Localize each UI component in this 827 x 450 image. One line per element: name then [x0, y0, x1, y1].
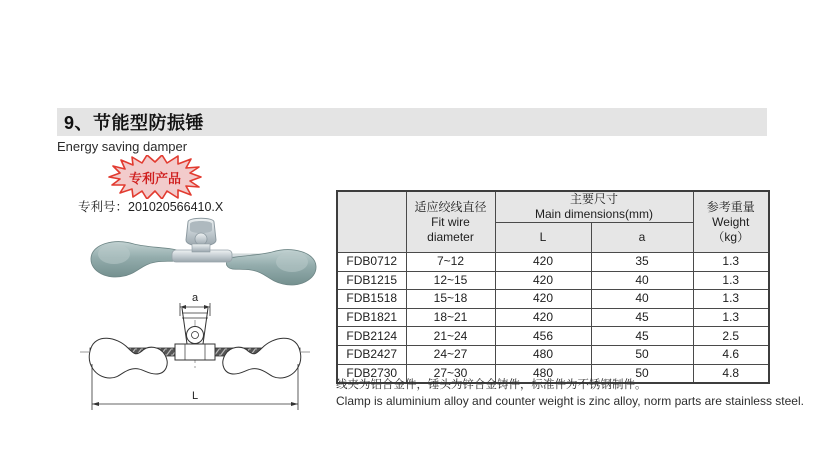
header-weight-cn: 参考重量: [706, 199, 755, 214]
header-fit-wire-en: Fit wire diameter: [427, 214, 474, 244]
table-cell-a: 45: [591, 327, 693, 346]
table-cell-L: 420: [495, 290, 591, 309]
table-cell-weight: 4.6: [693, 345, 769, 364]
table-cell-weight: 1.3: [693, 290, 769, 309]
header-weight: [693, 191, 769, 253]
footnote: [336, 378, 806, 409]
header-sub-a: a: [591, 223, 693, 253]
table-row: [337, 253, 769, 272]
table-cell-fit_wire: 27~30: [406, 364, 495, 383]
header-model: [337, 191, 406, 253]
header-fit-wire: [406, 191, 495, 253]
patent-badge: [107, 155, 203, 199]
table-cell-weight: 1.3: [693, 308, 769, 327]
table-cell-a: 45: [591, 308, 693, 327]
table-cell-model: FDB2427: [337, 345, 406, 364]
table-cell-L: 480: [495, 345, 591, 364]
table-cell-L: 456: [495, 327, 591, 346]
table-cell-weight: 2.5: [693, 327, 769, 346]
technical-drawing: [58, 292, 323, 419]
patent-number: 专利号：201020566410.X: [78, 200, 224, 214]
table-cell-a: 35: [591, 253, 693, 272]
section-title: 9、节能型防振锤: [64, 113, 205, 133]
table-row: [337, 308, 769, 327]
table-row: [337, 271, 769, 290]
product-photo: [84, 214, 322, 299]
section-title-bar: [57, 108, 767, 136]
damper-photo-illustration: [84, 214, 322, 294]
header-fit-wire-cn: 适应绞线直径: [414, 199, 487, 214]
table-cell-fit_wire: 7~12: [406, 253, 495, 272]
header-main-dimensions: [495, 191, 693, 223]
table-cell-model: FDB1215: [337, 271, 406, 290]
dim-l-label: L: [191, 390, 199, 402]
patent-badge-label: 专利产品: [128, 170, 181, 186]
table-cell-weight: 1.3: [693, 253, 769, 272]
table-cell-L: 480: [495, 364, 591, 383]
table-row: [337, 290, 769, 309]
table-cell-a: 40: [591, 290, 693, 309]
header-weight-unit: （kg）: [712, 229, 750, 244]
table-cell-a: 40: [591, 271, 693, 290]
table-cell-fit_wire: 12~15: [406, 271, 495, 290]
table-cell-model: FDB2730: [337, 364, 406, 383]
damper-dimension-drawing: [58, 292, 323, 414]
table-cell-weight: 4.8: [693, 364, 769, 383]
table-cell-L: 420: [495, 271, 591, 290]
header-main-dim-cn: 主要尺寸: [569, 192, 618, 206]
header-main-dim-en: Main dimensions(mm): [534, 207, 654, 221]
spec-table: [336, 190, 770, 384]
dim-a-label: a: [191, 292, 199, 304]
table-cell-L: 420: [495, 308, 591, 327]
table-cell-a: 50: [591, 345, 693, 364]
footnote-en: Clamp is aluminium alloy and counter weight is zinc alloy, norm parts are stainless steel.: [336, 394, 804, 408]
table-cell-fit_wire: 18~21: [406, 308, 495, 327]
table-row: [337, 345, 769, 364]
table-cell-fit_wire: 21~24: [406, 327, 495, 346]
footnote-cn: 线夹为铝合金件，锤头为锌合金铸件，标准件为不锈钢制件。: [336, 379, 647, 391]
table-cell-fit_wire: 24~27: [406, 345, 495, 364]
header-sub-l: L: [495, 223, 591, 253]
table-cell-model: FDB1821: [337, 308, 406, 327]
section-subtitle-en: Energy saving damper: [57, 139, 188, 154]
spec-table-body: [337, 253, 769, 384]
table-cell-a: 50: [591, 364, 693, 383]
header-weight-en: Weight: [712, 214, 750, 229]
table-cell-model: FDB2124: [337, 327, 406, 346]
table-row: [337, 327, 769, 346]
table-cell-model: FDB1518: [337, 290, 406, 309]
table-cell-weight: 1.3: [693, 271, 769, 290]
table-cell-model: FDB0712: [337, 253, 406, 272]
table-cell-fit_wire: 15~18: [406, 290, 495, 309]
table-cell-L: 420: [495, 253, 591, 272]
